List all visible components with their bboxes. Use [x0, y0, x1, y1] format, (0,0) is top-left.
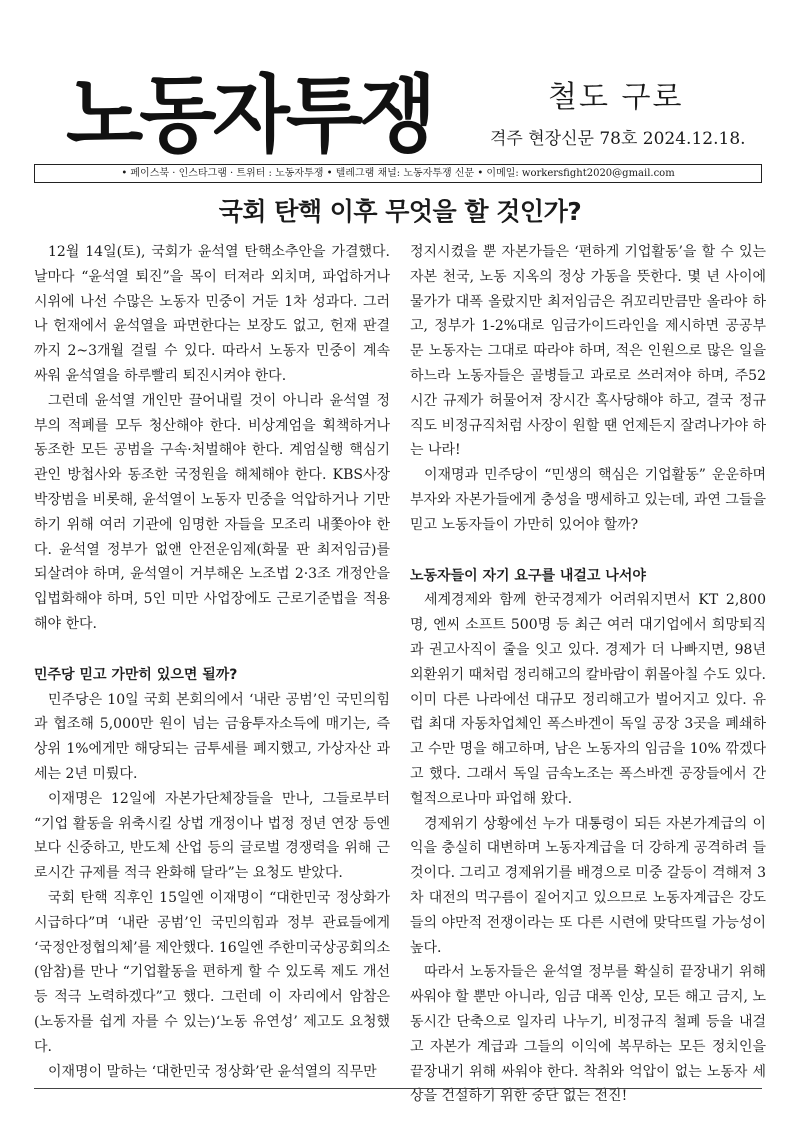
- masthead-logo: 노동자투쟁: [66, 66, 433, 164]
- paragraph: 국회 탄핵 직후인 15일엔 이재명이 “대한민국 정상화가 시급하다”며 ‘내란 공범’인 국민의힘과 정부 관료들에게 ‘국정안정협의체’를 제안했다. 16일엔 주한미국상공회의소(암참)를 만나 “기업활동을 편하게 할 수 있도록 제도 개선 등 적극 노력하겠다”고 했다. 그런데 이 자리에서 암참은 (노동자를 쉽게 자를 수 있는)‘노동 유연성’ 제고도 요청했다.: [34, 889, 390, 1055]
- contact-bar: • 페이스북 · 인스타그램 · 트위터 : 노동자투쟁 • 텔레그램 채널: 노동자투쟁 신문 • 이메일: workersfight2020@gmail.com: [34, 164, 762, 183]
- section-gap: [34, 637, 390, 663]
- paragraph: 경제위기 상황에선 누가 대통령이 되든 자본가계급의 이익을 충실히 대변하며 노동자계급을 더 강하게 공격하려 들 것이다. 그리고 경제위기를 배경으로 미중 갈등이 격해져 3차 대전의 먹구름이 짙어지고 있으므로 노동자계급은 강도들의 야만적 전쟁이라는 또 다른 시련에 맞닥뜨릴 가능성이 높다.: [410, 815, 766, 956]
- issue-info: 격주 현장신문 78호 2024.12.18.: [490, 129, 746, 149]
- paragraph: 이재명은 12일에 자본가단체장들을 만나, 그들로부터 “기업 활동을 위축시킬 상법 개정이나 법정 정년 연장 등엔 보다 신중하고, 반도체 산업 등의 글로벌 경쟁력을 위해 근로시간 규제를 적극 완화해 달라”는 요청도 받았다.: [34, 790, 390, 882]
- section-subheading: 민주당 믿고 가만히 있으면 될까?: [34, 666, 238, 683]
- paragraph: 정지시켰을 뿐 자본가들은 ‘편하게 기업활동’을 할 수 있는 자본 천국, 노동 지옥의 정상 가동을 뜻한다. 몇 년 사이에 물가가 대폭 올랐지만 최저임금은 쥐꼬리만큼만 올라야 하고, 정부가 1-2%대로 임금가이드라인을 제시하면 공공부문 노동자는 그대로 따라야 하며, 적은 인원으로 많은 일을 하느라 노동자들은 골병들고 과로로 쓰러져야 하며, 주52시간 규제가 허물어져 장시간 혹사당해야 하고, 결국 정규직도 비정규직처럼 사장이 원할 땐 언제든지 잘려나가야 하는 나라!: [410, 244, 766, 459]
- article-headline: 국회 탄핵 이후 무엇을 할 것인가?: [218, 197, 582, 226]
- paragraph: 그런데 윤석열 개인만 끌어내릴 것이 아니라 윤석열 정부의 적폐를 모두 청산해야 한다. 비상계엄을 획책하거나 동조한 모든 공범을 구속·처벌해야 한다. 계엄실행 핵심기관인 방첩사와 동조한 국정원을 해체해야 한다. KBS사장 박장범을 비롯해, 윤석열이 노동자 민중을 억압하거나 기만하기 위해 여러 기관에 임명한 자들을 모조리 내쫓아야 한다. 윤석열 정부가 없앤 안전운임제(화물 판 최저임금)를 되살려야 하며, 윤석열이 거부해온 노조법 2·3조 개정안을 입법화해야 하며, 5인 미만 사업장에도 근로기준법을 적용해야 한다.: [34, 392, 390, 632]
- paragraph: 민주당은 10일 국회 본회의에서 ‘내란 공범’인 국민의힘과 협조해 5,000만 원이 넘는 금융투자소득에 매기는, 즉 상위 1%에게만 해당되는 금투세를 폐지했고, 가상자산 과세는 2년 미뤘다.: [34, 691, 390, 782]
- left-column: [34, 240, 390, 1084]
- paragraph: 이재명이 말하는 ‘대한민국 정상화’란 윤석열의 직무만: [48, 1063, 377, 1080]
- paragraph: 이재명과 민주당이 “민생의 핵심은 기업활동” 운운하며 부자와 자본가들에게 충성을 맹세하고 있는데, 과연 그들을 믿고 노동자들이 가만히 있어야 할까?: [410, 467, 766, 533]
- section-gap: [410, 538, 766, 564]
- paragraph: 따라서 노동자들은 윤석열 정부를 확실히 끝장내기 위해 싸워야 할 뿐만 아니라, 임금 대폭 인상, 모든 해고 금지, 노동시간 단축으로 일자리 나누기, 비정규직 철폐 등을 내걸고 자본가 계급과 그들의 이익에 복무하는 모든 정치인을 끝장내기 위해 싸워야 한다. 착취와 억압이 없는 노동자 세상을 건설하기 위한 중단 없는 전진!: [410, 964, 766, 1105]
- right-column: [410, 240, 766, 1109]
- region-label: 철도 구로: [548, 80, 684, 115]
- paragraph: 세계경제와 함께 한국경제가 어려워지면서 KT 2,800명, 엔씨 소프트 500명 등 최근 여러 대기업에서 희망퇴직과 권고사직이 줄을 잇고 있다. 경제가 더 나빠지면, 98년 외환위기 때처럼 정리해고의 칼바람이 휘몰아칠 수도 있다. 이미 다른 나라에선 대규모 정리해고가 벌어지고 있다. 유럽 최대 자동차업체인 폭스바겐이 독일 공장 3곳을 폐쇄하고 수만 명을 해고하며, 남은 노동자의 임금을 10% 깎겠다고 했다. 그래서 독일 금속노조는 폭스바겐 공장들에서 간헐적으로나마 파업해 왔다.: [410, 592, 766, 807]
- paragraph: 12월 14일(토), 국회가 윤석열 탄핵소추안을 가결했다. 날마다 “윤석열 퇴진”을 목이 터져라 외치며, 파업하거나 시위에 나선 수많은 노동자 민중이 거둔 1차 성과다. 그러나 헌재에서 윤석열을 파면한다는 보장도 없고, 헌재 판결까지 2~3개월 걸릴 수 있다. 따라서 노동자 민중이 계속 싸워 윤석열을 하루빨리 퇴진시켜야 한다.: [34, 244, 390, 384]
- bottom-divider: [34, 1088, 762, 1089]
- section-subheading: 노동자들이 자기 요구를 내걸고 나서야: [410, 567, 646, 584]
